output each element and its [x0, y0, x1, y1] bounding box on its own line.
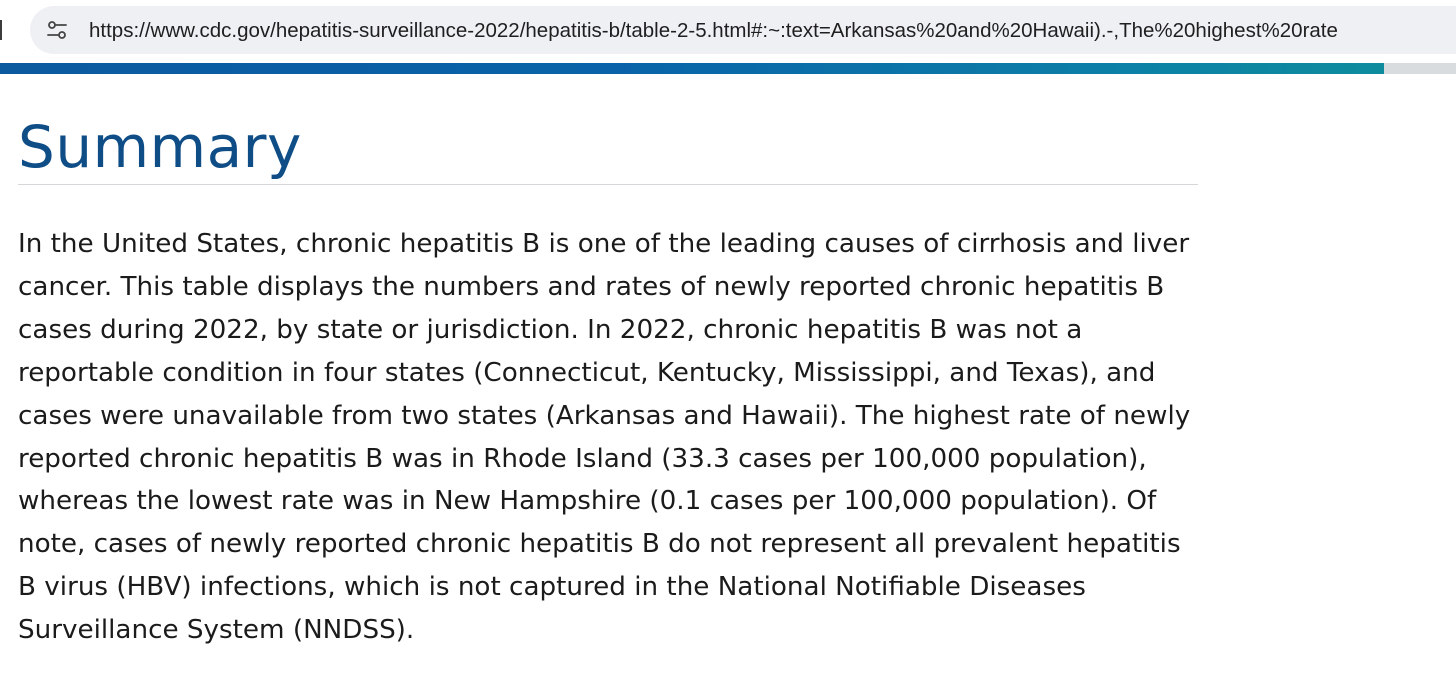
url-text[interactable]: https://www.cdc.gov/hepatitis-surveillance-2022/hepatitis-b/table-2-5.html#:~:text=Arkansas%20and%20Hawaii).-,The%20highest%20rate [89, 19, 1338, 42]
page-title: Summary [18, 113, 302, 181]
window-edge [0, 20, 2, 40]
tune-icon[interactable] [46, 20, 68, 40]
address-bar[interactable] [30, 6, 1456, 54]
header-accent-bar-track [1384, 63, 1456, 74]
summary-paragraph: In the United States, chronic hepatitis B is one of the leading causes of cirrhosis and liver cancer. This table displays the numbers and rates of newly reported chronic hepatitis B cases during 2022, by state or jurisdiction. In 2022, chronic hepatitis B was not a reportable condition in four states (Connecticut, Kentucky, Mississippi, and Texas), and cases were unavailable from two states (Arkansas and Hawaii). The highest rate of newly reported chronic hepatitis B was in Rhode Island (33.3 cases per 100,000 population), whereas the lowest rate was in New Hampshire (0.1 cases per 100,000 population). Of note, cases of newly reported chronic hepatitis B do not represent all prevalent hepatitis B virus (HBV) infections, which is not captured in the National Notifiable Diseases Surveillance System (NNDSS). [18, 229, 1191, 646]
header-accent-bar [0, 63, 1384, 74]
title-divider [18, 184, 1198, 185]
browser-toolbar [0, 0, 1456, 62]
